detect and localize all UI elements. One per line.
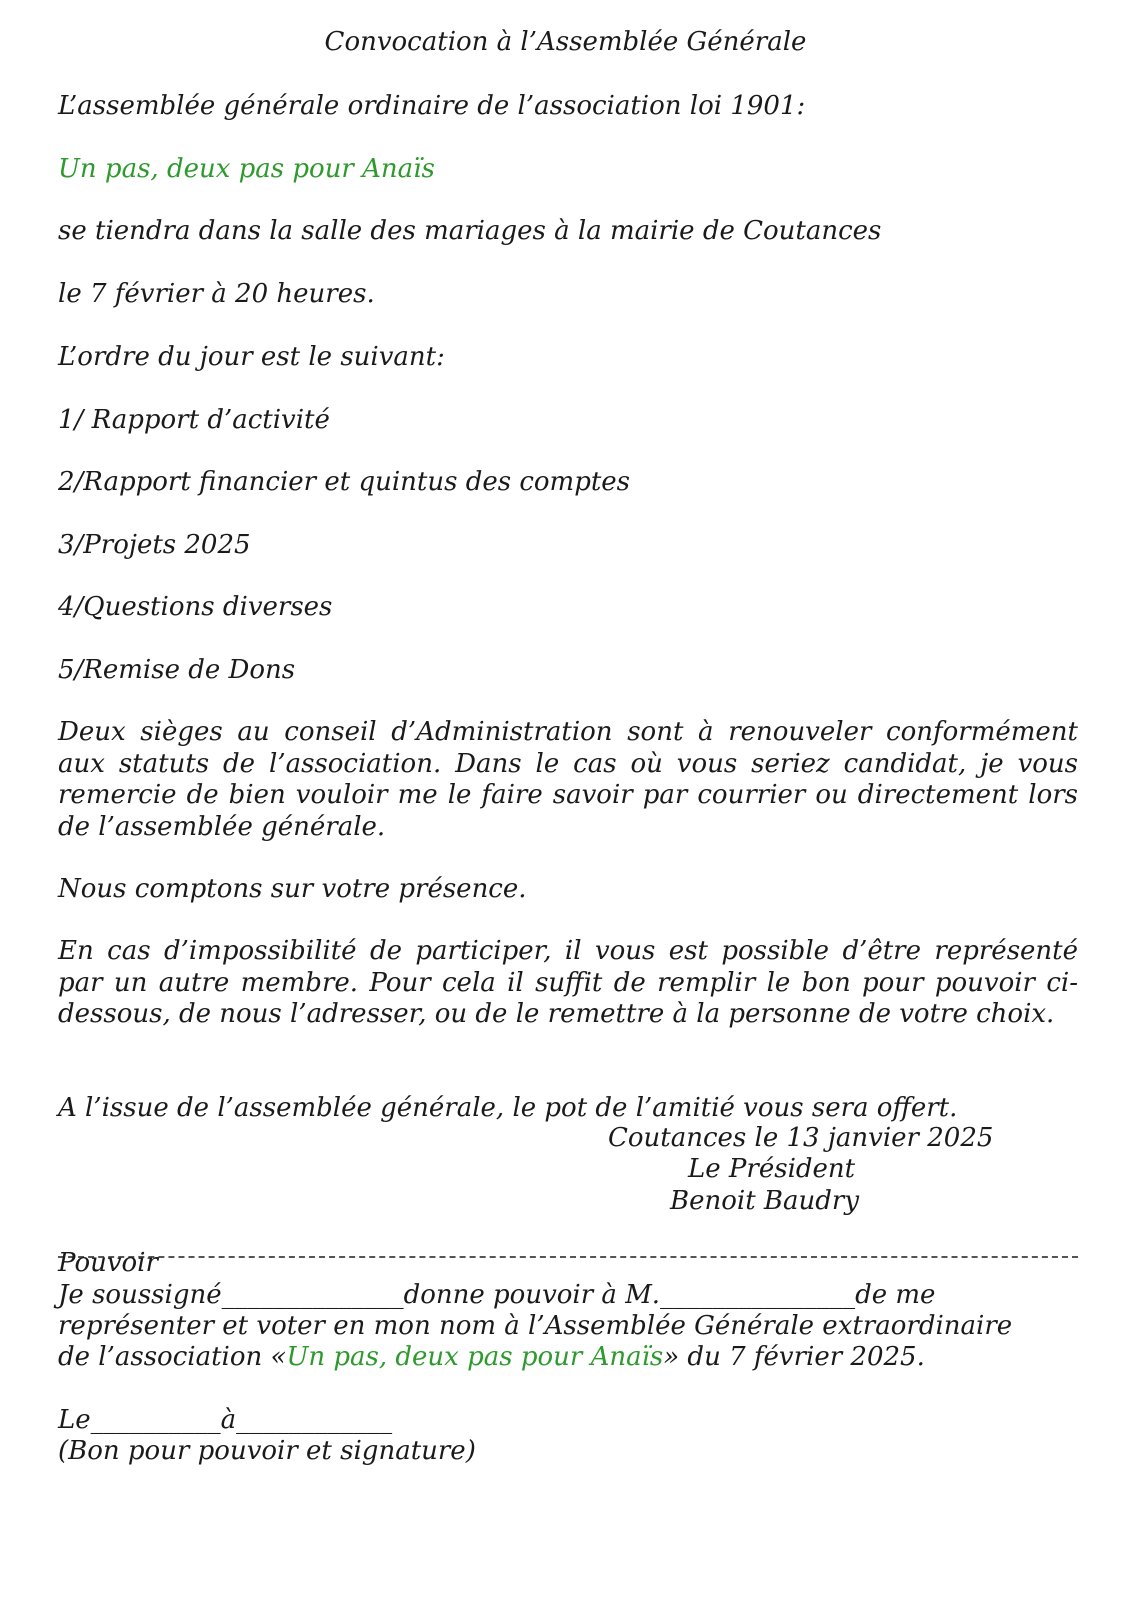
date-time-line: le 7 février à 20 heures. bbox=[58, 279, 375, 309]
proxy-form-heading: Pouvoir bbox=[58, 1248, 158, 1278]
cut-line-divider bbox=[58, 1256, 1078, 1258]
document-title: Convocation à l’Assemblée Générale bbox=[324, 27, 807, 57]
location-line: se tiendra dans la salle des mariages à la mairie de Coutances bbox=[58, 216, 882, 246]
proxy-form-association-name: Un pas, deux pas pour Anaïs bbox=[286, 1342, 664, 1372]
agenda-item: 1/ Rapport d’activité bbox=[58, 405, 330, 435]
proxy-form-signature-note: (Bon pour pouvoir et signature) bbox=[58, 1436, 476, 1466]
intro-line: L’assemblée générale ordinaire de l’association loi 1901: bbox=[58, 91, 806, 121]
agenda-item: 2/Rapport financier et quintus des comptes bbox=[58, 467, 631, 497]
proxy-form-place-line: Le__________à____________ bbox=[58, 1405, 393, 1435]
agenda-item: 4/Questions diverses bbox=[58, 592, 333, 622]
presence-paragraph: Nous comptons sur votre présence. bbox=[58, 874, 527, 904]
signature-name: Benoit Baudry bbox=[670, 1186, 860, 1216]
proxy-form-suffix: » du 7 février 2025. bbox=[663, 1342, 925, 1372]
signature-place-date: Coutances le 13 janvier 2025 bbox=[608, 1123, 994, 1153]
signature-role: Le Président bbox=[688, 1154, 856, 1184]
agenda-item: 3/Projets 2025 bbox=[58, 530, 251, 560]
association-name: Un pas, deux pas pour Anaïs bbox=[58, 154, 435, 184]
agenda-item: 5/Remise de Dons bbox=[58, 655, 296, 685]
proxy-form-line bbox=[58, 1341, 925, 1373]
board-seats-paragraph: Deux sièges au conseil d’Administration sont à renouveler conformément aux statuts de l’association. Dans le cas où vous seriez candidat, je vous remercie de bien vouloir me le faire savoir par courrier ou directement lors de l’assemblée générale. bbox=[58, 717, 1078, 842]
proxy-form-line: Je soussigné______________donne pouvoir à M._______________de me bbox=[58, 1280, 936, 1310]
proxy-info-paragraph: En cas d’impossibilité de participer, il vous est possible d’être représenté par un autre membre. Pour cela il suffit de remplir le bon pour pouvoir ci-dessous, de nous l’adresser, ou de le remettre à la personne de votre choix. bbox=[58, 936, 1078, 1029]
proxy-form-prefix: de l’association « bbox=[58, 1342, 287, 1372]
agenda-heading: L’ordre du jour est le suivant: bbox=[58, 342, 445, 372]
friendship-drink-paragraph: A l’issue de l’assemblée générale, le pot de l’amitié vous sera offert. bbox=[58, 1093, 958, 1123]
proxy-form-line: représenter et voter en mon nom à l’Assemblée Générale extraordinaire bbox=[58, 1311, 1013, 1341]
